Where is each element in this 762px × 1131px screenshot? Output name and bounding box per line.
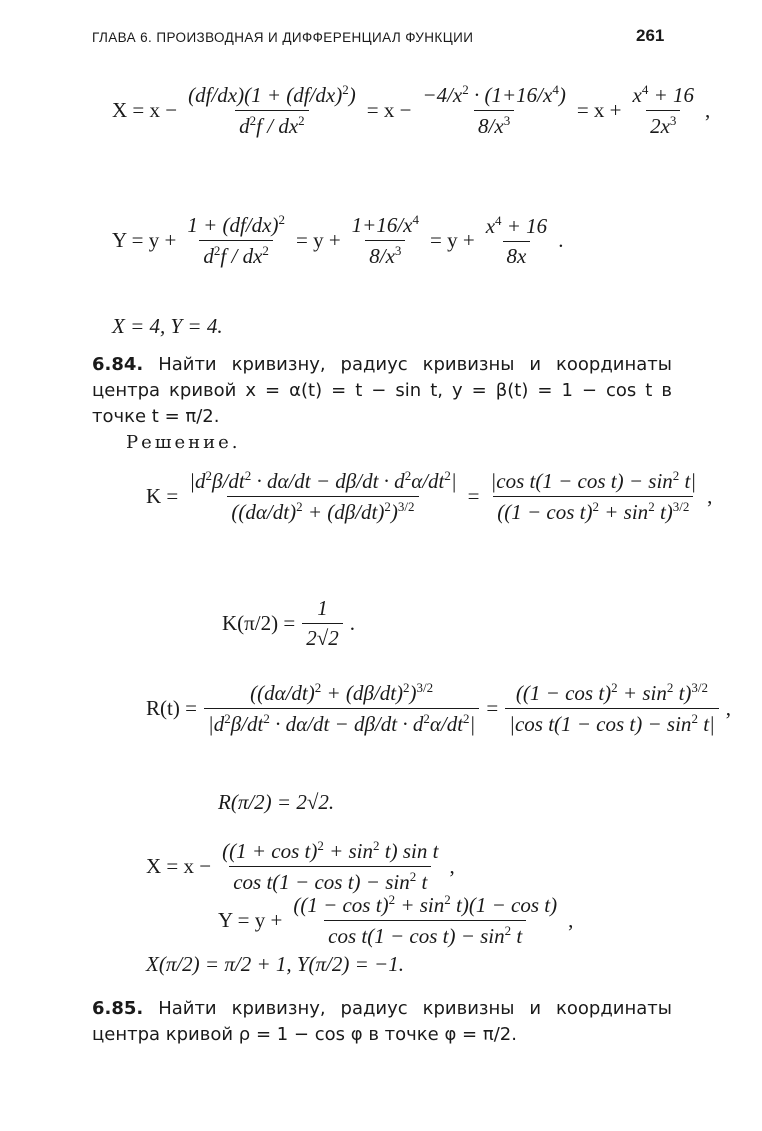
formula-XY-values: X(π/2) = π/2 + 1, Y(π/2) = −1. <box>146 952 404 976</box>
formula-Y-top: Y = y + $\frac{1 + (df/dx)^2}{d^2f / dx^2}$ = y + $\frac{1+16/x^4}{8/x^3}$ = y + $\frac{x^4 + 16}{8x}$ . <box>112 212 564 268</box>
page-number: 261 <box>636 26 665 45</box>
problem-text: Найти кривизну, радиус кривизны и координаты центра кривой ρ = 1 − cos φ в точке φ = π/2. <box>92 998 672 1045</box>
formula-X-general: X = x − $\frac{((1 + \cos t)^2 + \sin^2 t) \sin t}{\cos t(1 - \cos t) - \sin^2 t}$ , <box>146 838 455 894</box>
formula-K-value: K(π/2) = $\frac{1}{2√2}$ . <box>222 596 355 650</box>
problem-number: 6.84. <box>92 354 144 375</box>
running-header-title: ГЛАВА 6. ПРОИЗВОДНАЯ И ДИФФЕРЕНЦИАЛ ФУНКЦИИ <box>92 30 474 45</box>
formula-X-top: X = x − $\frac{(df/dx)(1 + (df/dx)^2)}{d^2f / dx^2}$ = x − $\frac{-4/x^2 \cdot (1+16/x^4)}{8/x^3}$ = x + $\frac{x^4 + 16}{2x^3}$ , <box>112 82 711 138</box>
problem-6-85 <box>92 996 672 1048</box>
problem-text: Найти кривизну, радиус кривизны и координаты центра кривой x = α(t) = t − sin t, y = β(t) = 1 − cos t в точке t = π/2. <box>92 354 672 427</box>
formula-XY-result: X = 4, Y = 4. <box>112 314 223 338</box>
formula-K-general: K = $\frac{|d^2\beta/dt^2 \cdot d\alpha/dt - d\beta/dt \cdot d^2\alpha/dt^2|}{((d\alpha/dt)^2 + (d\beta/dt)^2)^{3/2}}$ = $\frac{|\cos t(1 - \cos t) - \sin^2 t|}{((1 - \cos t)^2 + \sin^2 t)^{3/2}}$ , <box>146 468 713 524</box>
formula-Y-general: Y = y + $\frac{((1 - \cos t)^2 + \sin^2 t)(1 - \cos t)}{\cos t(1 - \cos t) - \sin^2 t}$ , <box>218 892 574 948</box>
problem-6-84 <box>92 352 672 430</box>
problem-number: 6.85. <box>92 998 144 1019</box>
formula-R-general: R(t) = $\frac{((d\alpha/dt)^2 + (d\beta/dt)^2)^{3/2}}{|d^2\beta/dt^2 \cdot d\alpha/dt - d\beta/dt \cdot d^2\alpha/dt^2|}$ = $\frac{((1 - \cos t)^2 + \sin^2 t)^{3/2}}{|\cos t(1 - \cos t) - \sin^2 t|}$ , <box>146 680 732 736</box>
solution-label: Решение. <box>126 432 241 453</box>
formula-R-value: R(π/2) = 2√2. <box>218 790 335 814</box>
